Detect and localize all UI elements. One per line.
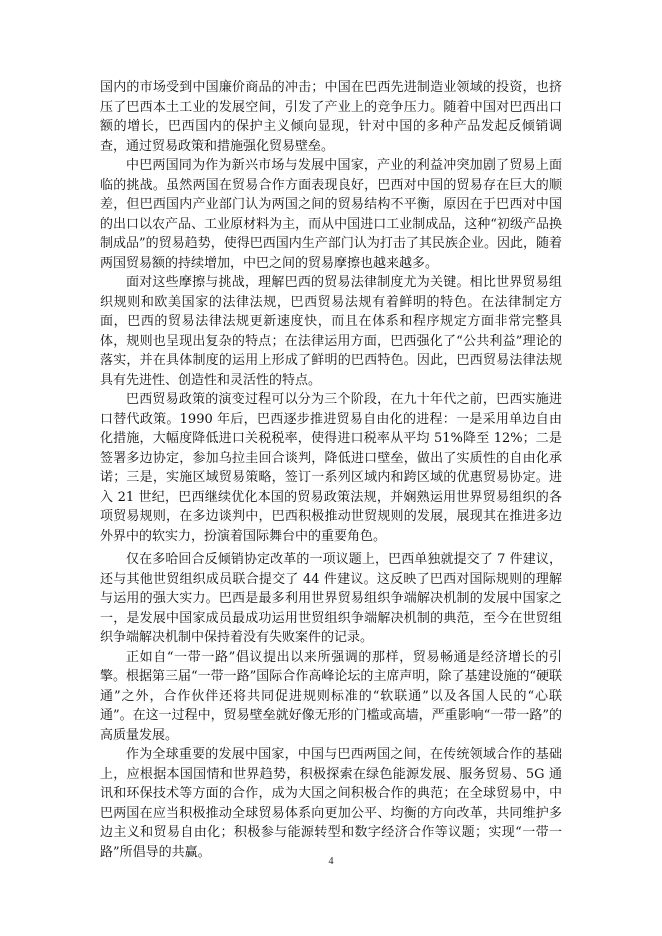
paragraph-5: 仅在多哈回合反倾销协定改革的一项议题上，巴西单独就提交了 7 件建议，还与其他世贸组织成员联合提交了 44 件建议。这反映了巴西对国际规则的理解与运用的强大实力。巴西是最多利用世界贸易组织争端解决机制的发展中国家之一，是发展中国家成员最成功运用世贸组织争端解决机制的典范，至今在世贸组织争端解决机制中保持着没有失败案件的记录。	[100, 552, 562, 645]
body-text	[100, 78, 562, 862]
paragraph-1: 国内的市场受到中国廉价商品的冲击；中国在巴西先进制造业领域的投资，也挤压了巴西本土工业的发展空间，引发了产业上的竞争压力。随着中国对巴西出口额的增长，巴西国内的保护主义倾向显现，针对中国的多种产品发起反倾销调查，通过贸易政策和措施强化贸易壁垒。	[100, 80, 562, 154]
page-number: 4	[328, 856, 334, 867]
paragraph-4: 巴西贸易政策的演变过程可以分为三个阶段，在九十年代之前，巴西实施进口替代政策。1990 年后，巴西逐步推进贸易自由化的进程：一是采用单边自由化措施，大幅度降低进口关税税率，使得进口税率从平均 51%降至 12%；二是签署多边协定，参加乌拉圭回合谈判，降低进口壁垒，做出了实质性的自由化承诺；三是，实施区域贸易策略，签订一系列区域内和跨区域的优惠贸易协定。进入 21 世纪，巴西继续优化本国的贸易政策法规，并娴熟运用世界贸易组织的各项贸易规则，在多边谈判中，巴西积极推动世贸规则的发展，展现其在推进多边外界中的软实力，扮演着国际舞台中的重要角色。	[100, 392, 562, 544]
paragraph-3: 面对这些摩擦与挑战，理解巴西的贸易法律制度尤为关键。相比世界贸易组织规则和欧美国家的法律法规，巴西贸易法规有着鲜明的特色。在法律制定方面，巴西的贸易法律法规更新速度快，而且在体系和程序规定方面非常完整具体，规则也呈现出复杂的特点；在法律运用方面，巴西强化了“公共利益”理论的落实，并在具体制度的运用上形成了鲜明的巴西特色。因此，巴西贸易法律法规具有先进性、创造性和灵活性的特点。	[100, 275, 562, 388]
paragraph-7: 作为全球重要的发展中国家，中国与巴西两国之间，在传统领域合作的基础上，应根据本国国情和世界趋势，积极探索在绿色能源发展、服务贸易、5G 通讯和环保技术等方面的合作，成为大国之间积极合作的典范；在全球贸易中，中巴两国在应当积极推动全球贸易体系向更加公平、均衡的方向改革，共同维护多边主义和贸易自由化；积极参与能源转型和数字经济合作等议题；实现“一带一路”所倡导的共赢。	[100, 747, 562, 860]
paragraph-2: 中巴两国同为作为新兴市场与发展中国家，产业的利益冲突加剧了贸易上面临的挑战。虽然两国在贸易合作方面表现良好，巴西对中国的贸易存在巨大的顺差，但巴西国内产业部门认为两国之间的贸易结构不平衡，原因在于巴西对中国的出口以农产品、工业原材料为主，而从中国进口工业制成品，这种“初级产品换制成品”的贸易趋势，使得巴西国内生产部门认为打击了其民族企业。因此，随着两国贸易额的持续增加，中巴之间的贸易摩擦也越来越多。	[100, 158, 562, 271]
paragraph-6: 正如自“一带一路”倡议提出以来所强调的那样，贸易畅通是经济增长的引擎。根据第三届“一带一路”国际合作高峰论坛的主席声明，除了基建设施的“硬联通”之外，合作伙伴还将共同促进规则标准的“软联通”以及各国人民的“心联通”。在这一过程中，贸易壁垒就好像无形的门槛或高墙，严重影响“一带一路”的高质量发展。	[100, 649, 562, 743]
